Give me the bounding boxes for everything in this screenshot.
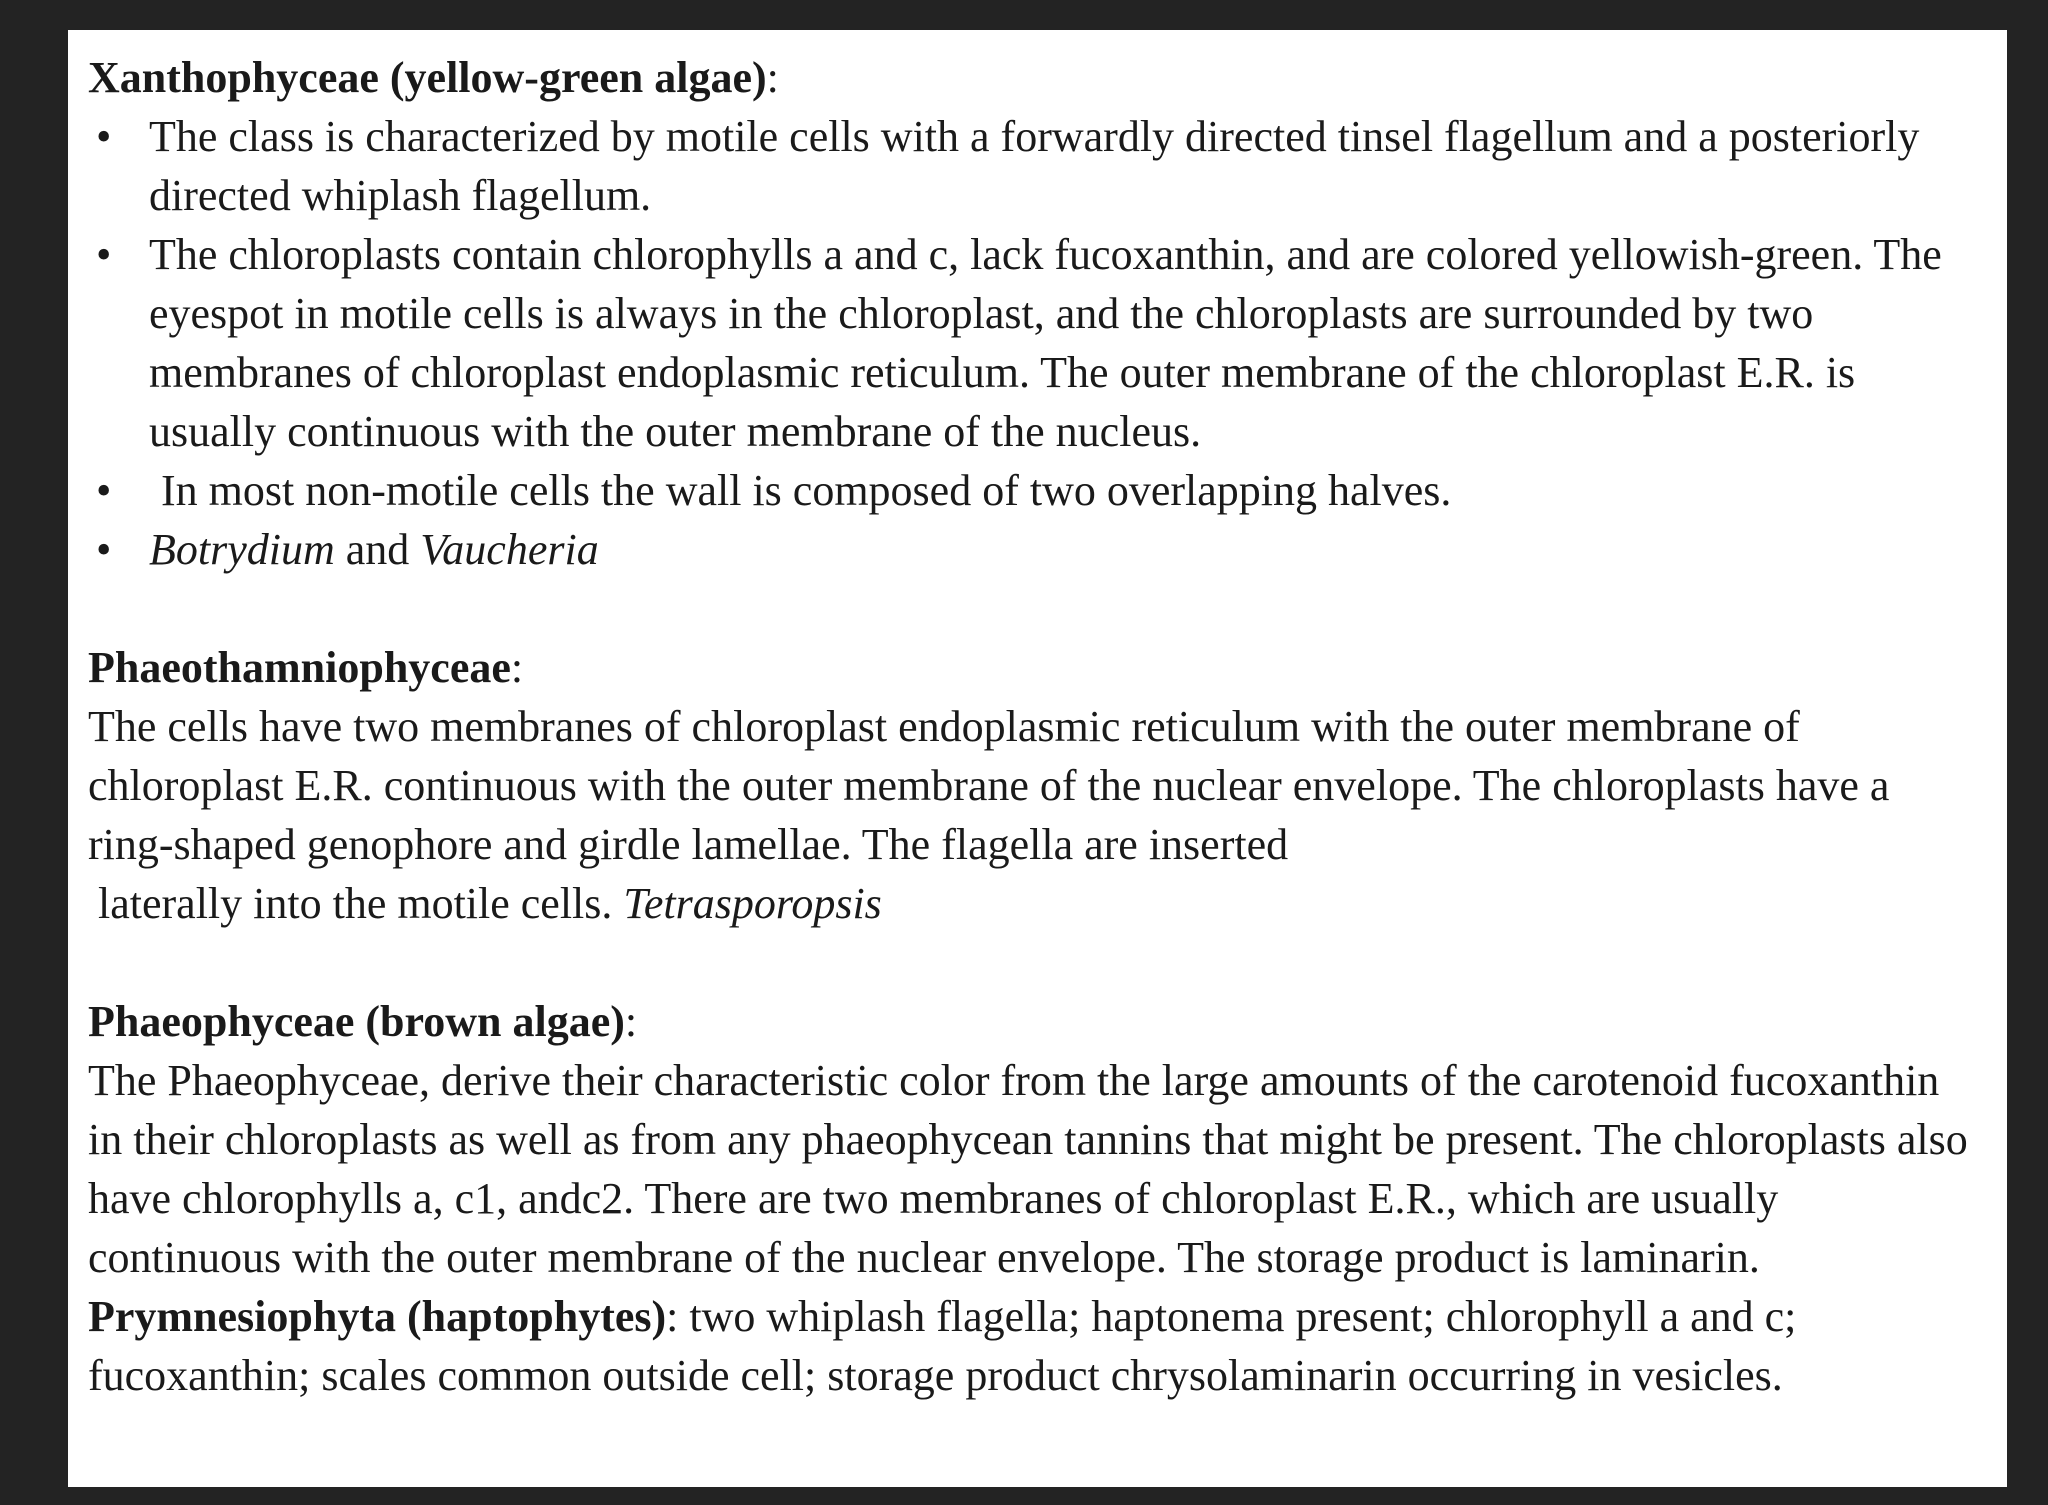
heading-phaeothamniophyceae (88, 638, 1981, 697)
heading-prymnesiophyta: Prymnesiophyta (haptophytes) (88, 1292, 667, 1341)
paragraph-text: laterally into the motile cells. (98, 879, 624, 928)
document-text (88, 48, 1981, 1405)
list-item (88, 461, 1981, 520)
heading-colon: : (766, 53, 779, 102)
section-gap (88, 579, 1981, 638)
list-item (88, 225, 1981, 461)
list-item (88, 520, 1981, 579)
list-item (88, 107, 1981, 225)
section-prymnesiophyta (88, 1287, 1981, 1405)
genus-joiner: and (334, 525, 421, 574)
heading-colon: : (510, 643, 524, 692)
document-page (68, 30, 2007, 1487)
section-phaeothamniophyceae (88, 638, 1981, 933)
bullet-glyph: • (96, 466, 112, 515)
heading-colon: : (666, 1292, 679, 1341)
paragraph (88, 697, 1981, 874)
bullet-glyph: • (96, 112, 112, 161)
list-item-text: The class is characterized by motile cells with a forwardly directed tinsel flagellum and a posteriorly directed whiplash flagellum. (149, 112, 1920, 220)
paragraph-text: The Phaeophyceae, derive their characteristic color from the large amounts of the carotenoid fucoxanthin in their chloroplasts as well as from any phaeophycean tannins that might be present. The chloroplasts also have chlorophylls a, c1, andc2. There are two membranes of chloroplast E.R., which are usually continuous with the outer membrane of the nuclear envelope. The storage product is laminarin. (88, 1056, 1968, 1282)
heading-text: Xanthophyceae (yellow-green algae) (88, 53, 767, 102)
heading-phaeophyceae (88, 992, 1981, 1051)
bullet-glyph: • (96, 230, 112, 279)
section-gap (88, 933, 1981, 992)
list-item-text: In most non-motile cells the wall is composed of two overlapping halves. (161, 466, 1452, 515)
heading-colon: : (624, 997, 638, 1046)
heading-xanthophyceae (88, 48, 1981, 107)
genus-name: Vaucheria (420, 525, 599, 574)
genus-name: Tetrasporopsis (623, 879, 882, 928)
paragraph-text: two whiplash flagella; haptonema present; chlorophyll a and c; fucoxanthin; scales common outside cell; storage product chrysolaminarin occurring in vesicles. (88, 1292, 1797, 1400)
paragraph (88, 1287, 1981, 1405)
genus-name: Botrydium (149, 525, 335, 574)
list-item-text: The chloroplasts contain chlorophylls a and c, lack fucoxanthin, and are colored yellowish-green. The eyespot in motile cells is always in the chloroplast, and the chloroplasts are surrounded by two membranes of chloroplast endoplasmic reticulum. The outer membrane of the chloroplast E.R. is usually continuous with the outer membrane of the nucleus. (149, 230, 1942, 456)
heading-text: Phaeothamniophyceae (88, 643, 511, 692)
bullet-list (88, 107, 1981, 579)
paragraph-text: The cells have two membranes of chloroplast endoplasmic reticulum with the outer membrane of chloroplast E.R. continuous with the outer membrane of the nuclear envelope. The chloroplasts have a ring-shaped genophore and girdle lamellae. The flagella are inserted (88, 702, 1890, 869)
paragraph-continuation (88, 874, 1981, 933)
paragraph (88, 1051, 1981, 1287)
section-xanthophyceae (88, 48, 1981, 579)
heading-text: Phaeophyceae (brown algae) (88, 997, 625, 1046)
section-phaeophyceae (88, 992, 1981, 1287)
bullet-glyph: • (96, 525, 112, 574)
